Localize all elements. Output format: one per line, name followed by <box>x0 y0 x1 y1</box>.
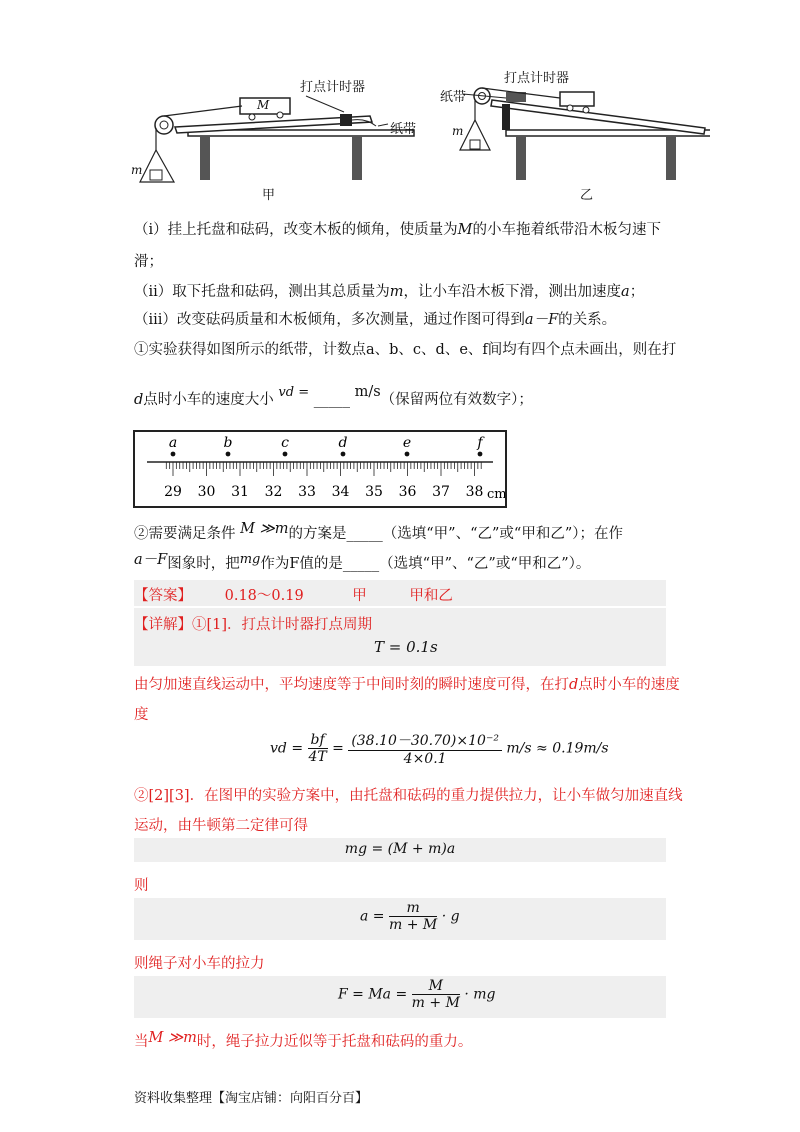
tape-point-c <box>283 452 288 457</box>
tape-point-label-e: e <box>402 435 412 451</box>
detail-line-b: 度 <box>134 707 149 723</box>
step-1-line-2: 滑； <box>134 254 163 270</box>
conclusion-line: 当M ≫m时，绳子拉力近似等于托盘和砝码的重力。 <box>134 1030 473 1050</box>
ruler-tick-label: 31 <box>231 484 249 500</box>
newton-equation: mg = (M + m)a <box>344 841 456 857</box>
figure-label-yi: 乙 <box>580 188 594 203</box>
hanger-mass-label-yi: m <box>452 124 464 138</box>
tape-point-e <box>405 452 410 457</box>
tension-intro: 则绳子对小车的拉力 <box>134 956 265 972</box>
ruler-tick-label: 36 <box>398 484 417 500</box>
hanger-mass-label-jia: m <box>131 163 143 177</box>
tape-label-yi: 纸带 <box>440 90 467 105</box>
question-2-line-2: a－F图象时，把mg作为F值的是_____（选填“甲”、“乙”或“甲和乙”）。 <box>134 552 591 572</box>
ruler-tick-label: 30 <box>197 484 216 500</box>
ruler-tick-label: 32 <box>264 484 283 500</box>
apparatus-figure <box>130 70 710 200</box>
tape-point-label-b: b <box>223 435 233 451</box>
question-2-line-1: ②需要满足条件 M ≫m的方案是_____（选填“甲”、“乙”或“甲和乙”）；在作 <box>134 521 623 542</box>
timer-label-yi: 打点计时器 <box>504 71 570 86</box>
tape-point-b <box>226 452 231 457</box>
apparatus-jia <box>140 96 417 182</box>
detail-part2-line-2: 运动，由牛顿第二定律可得 <box>134 818 308 834</box>
step-3: （ⅲ）改变砝码质量和木板倾角，多次测量，通过作图可得到a－F的关系。 <box>134 312 617 328</box>
ruler-tick-label: 34 <box>331 484 350 500</box>
tape-point-label-a: a <box>168 435 178 451</box>
period-equation: T = 0.1s <box>374 638 438 656</box>
ruler-tick-label: 29 <box>164 484 182 500</box>
answer-tag: 【答案】 <box>134 588 192 604</box>
ruler-tick-label: 33 <box>298 484 316 500</box>
apparatus-yi <box>460 88 710 180</box>
answer-line <box>134 584 453 605</box>
ruler-graphic <box>135 432 505 506</box>
ticker-tape-ruler <box>133 430 507 508</box>
ruler-tick-label: 38 <box>465 484 484 500</box>
ruler-tick-label: 37 <box>432 484 450 500</box>
tape-point-f <box>478 452 483 457</box>
cart-mass-label-jia: M <box>257 98 270 112</box>
figure-label-jia: 甲 <box>262 188 276 203</box>
question-1-line-1: ①实验获得如图所示的纸带，计数点a、b、c、d、e、f间均有四个点未画出，则在打 <box>134 342 677 358</box>
detail-tag: 【详解】 <box>134 617 192 633</box>
accel-equation: a = $\frac{m}{m + M}$ · g <box>360 900 460 933</box>
tape-label-jia: 纸带 <box>390 122 417 137</box>
detail-intro: 【详解】①[1]．打点计时器打点周期 <box>134 617 373 633</box>
timer-label-jia: 打点计时器 <box>300 80 366 95</box>
ruler-unit-label: cm <box>487 487 505 502</box>
answer-value-1: 0.18～0.19 <box>224 588 304 604</box>
tape-point-label-d: d <box>338 435 348 451</box>
tape-point-label-f: f <box>477 435 483 451</box>
answer-value-2: 甲 <box>352 588 367 604</box>
velocity-equation: vd = $\frac{bf}{4T}$ = $\frac{\text{(38.10－30.70)×10⁻²}}{4\times 0.1}$ m/s ≈ 0.19m/s <box>270 732 609 767</box>
tape-point-label-c: c <box>281 435 289 451</box>
step-2: （ⅱ）取下托盘和砝码，测出其总质量为m，让小车沿木板下滑，测出加速度a； <box>134 284 645 300</box>
detail-line-a: 由匀加速直线运动中，平均速度等于中间时刻的瞬时速度可得，在打d点时小车的速度 <box>134 677 680 693</box>
question-1-line-2: d点时小车的速度大小 vd = _____ m/s（保留两位有效数字）； <box>134 384 533 408</box>
tape-point-a <box>171 452 176 457</box>
answer-value-3: 甲和乙 <box>409 588 453 604</box>
footer-text: 资料收集整理【淘宝店铺：向阳百分百】 <box>134 1091 369 1106</box>
tension-equation: F = Ma = $\frac{M}{m + M}$ · mg <box>338 978 496 1011</box>
step-1-line-1: （ⅰ）挂上托盘和砝码，改变木板的倾角，使质量为M的小车拖着纸带沿木板匀速下 <box>134 222 661 238</box>
detail-part2-line-1: ②[2][3]．在图甲的实验方案中，由托盘和砝码的重力提供拉力，让小车做匀加速直线 <box>134 788 683 804</box>
ruler-tick-label: 35 <box>365 484 383 500</box>
then-label: 则 <box>134 878 149 894</box>
tape-point-d <box>341 452 346 457</box>
